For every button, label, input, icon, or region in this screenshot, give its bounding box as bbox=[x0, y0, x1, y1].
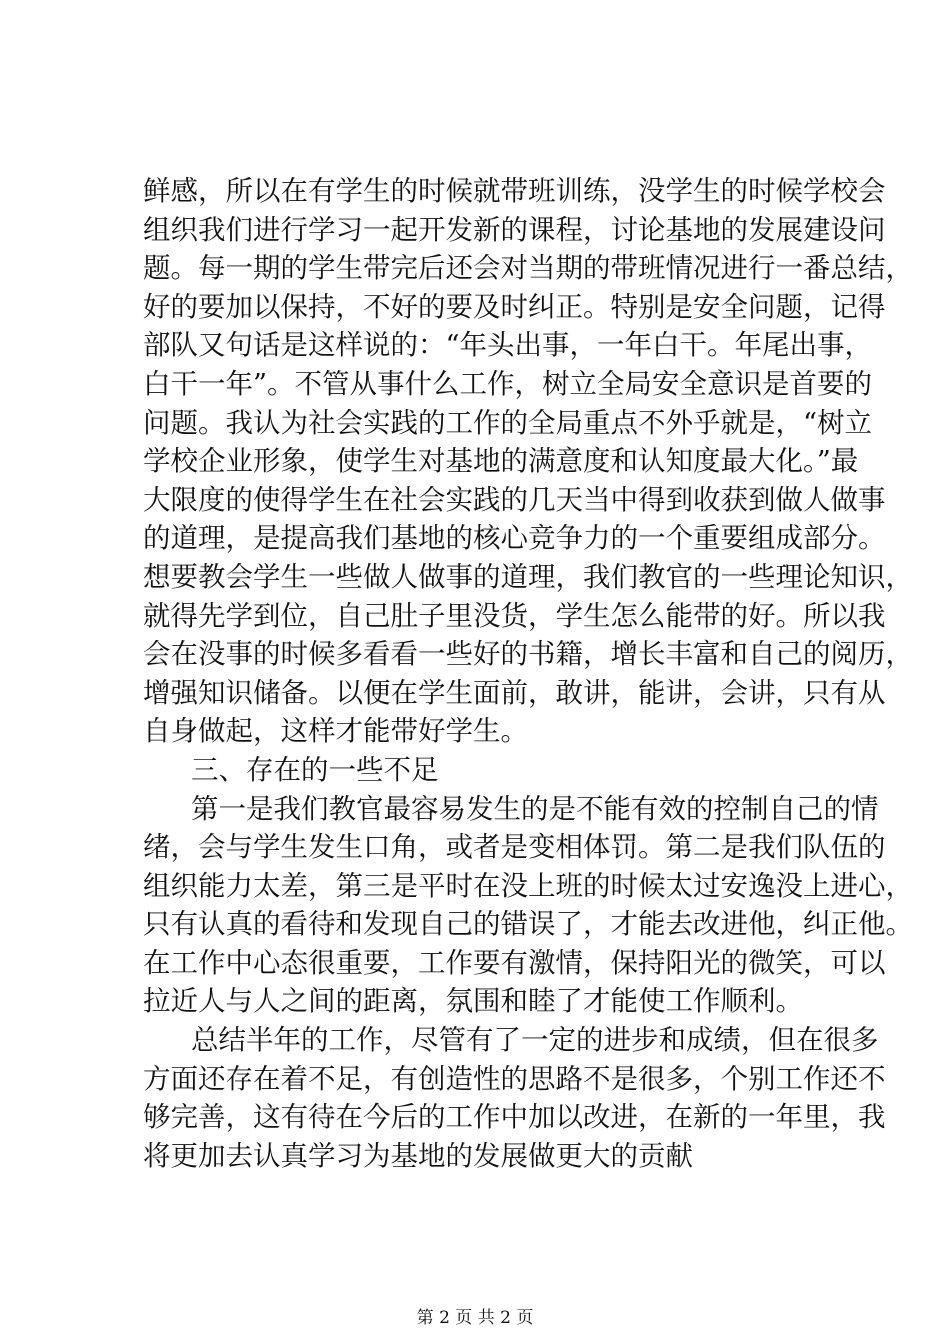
text-line: 白干一年”。不管从事什么工作，树立全局安全意识是首要的 bbox=[143, 367, 873, 400]
text-line: 三、存在的一些不足 bbox=[191, 753, 439, 786]
text-line: 将更加去认真学习为基地的发展做更大的贡献 bbox=[143, 1139, 693, 1172]
text-line: 会在没事的时候多看看一些好的书籍，增长丰富和自己的阅历， bbox=[143, 638, 913, 671]
text-line: 好的要加以保持，不好的要及时纠正。特别是安全问题，记得 bbox=[143, 290, 886, 323]
text-line: 部队又句话是这样说的：“年头出事，一年白干。年尾出事， bbox=[143, 329, 873, 362]
text-line: 绪，会与学生发生口角，或者是变相体罚。第二是我们队伍的 bbox=[143, 831, 886, 864]
text-line: 组织能力太差，第三是平时在没上班的时候太过安逸没上进心， bbox=[143, 869, 913, 902]
text-line: 问题。我认为社会实践的工作的全局重点不外乎就是，“树立 bbox=[143, 406, 873, 439]
text-line: 拉近人与人之间的距离，氛围和睦了才能使工作顺利。 bbox=[143, 985, 803, 1018]
text-line: 的道理，是提高我们基地的核心竞争力的一个重要组成部分。 bbox=[143, 522, 886, 555]
text-line: 题。每一期的学生带完后还会对当期的带班情况进行一番总结， bbox=[143, 252, 913, 285]
text-line: 方面还存在着不足，有创造性的思路不是很多，个别工作还不 bbox=[143, 1062, 886, 1095]
text-line: 学校企业形象，使学生对基地的满意度和认知度最大化。”最 bbox=[143, 445, 859, 478]
text-line: 想要教会学生一些做人做事的道理，我们教官的一些理论知识， bbox=[143, 560, 913, 593]
text-line: 鲜感，所以在有学生的时候就带班训练，没学生的时候学校会 bbox=[143, 175, 886, 207]
text-line: 第一是我们教官最容易发生的是不能有效的控制自己的情 bbox=[191, 792, 879, 825]
text-line: 在工作中心态很重要，工作要有激情，保持阳光的微笑，可以 bbox=[143, 946, 886, 979]
page-footer: 第 2 页 共 2 页 bbox=[416, 1308, 534, 1328]
document-body bbox=[143, 172, 913, 1175]
text-line: 大限度的使得学生在社会实践的几天当中得到收获到做人做事 bbox=[143, 483, 886, 516]
text-line: 只有认真的看待和发现自己的错误了，才能去改进他，纠正他。 bbox=[143, 908, 913, 941]
text-line: 够完善，这有待在今后的工作中加以改进，在新的一年里，我 bbox=[143, 1101, 886, 1134]
text-line: 增强知识储备。以便在学生面前，敢讲，能讲，会讲，只有从 bbox=[143, 676, 886, 709]
text-line: 就得先学到位，自己肚子里没货，学生怎么能带的好。所以我 bbox=[143, 599, 886, 632]
text-line: 自身做起，这样才能带好学生。 bbox=[143, 715, 528, 748]
text-line: 总结半年的工作，尽管有了一定的进步和成绩，但在很多 bbox=[191, 1024, 879, 1057]
text-line: 组织我们进行学习一起开发新的课程，讨论基地的发展建设问 bbox=[143, 213, 886, 246]
